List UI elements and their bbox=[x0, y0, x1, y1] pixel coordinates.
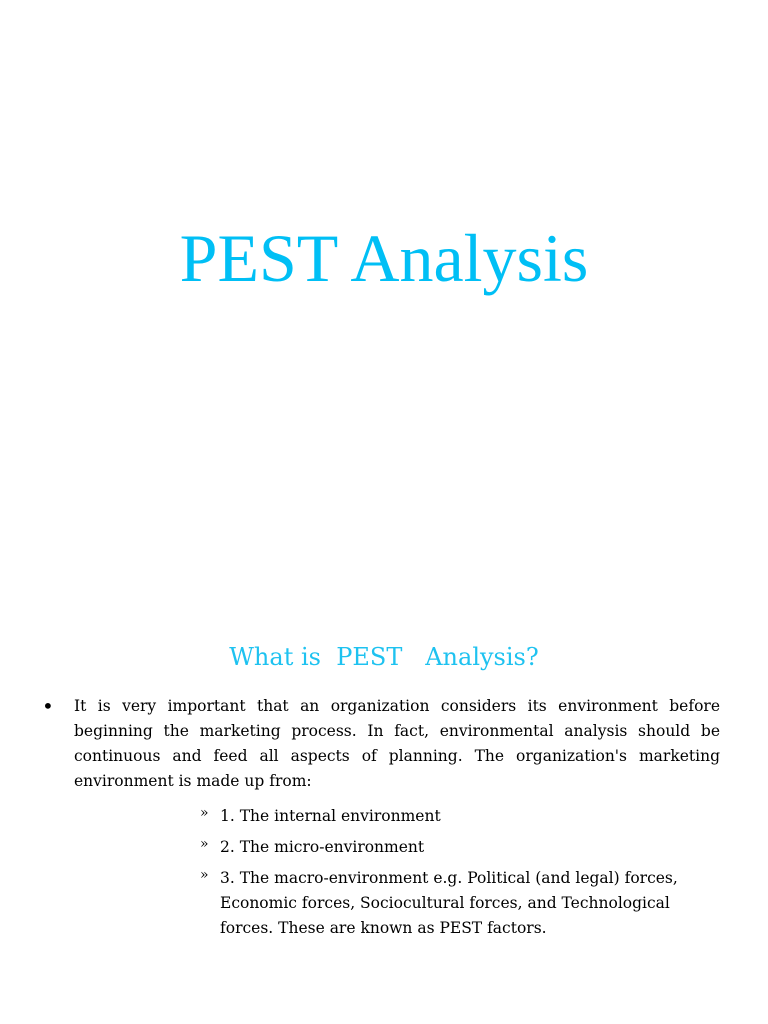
double-chevron-icon: » bbox=[200, 836, 209, 852]
content-slide bbox=[0, 620, 768, 1024]
sub-list-item bbox=[198, 835, 718, 860]
section-heading: What is PEST Analysis? bbox=[229, 643, 539, 671]
bullet-text: It is very important that an organization considers its environment before beginning the marketing process. In fact, environmental analysis should be continuous and feed all aspects of planning. The organization's marketing environment is made up from: bbox=[74, 697, 720, 790]
double-chevron-icon: » bbox=[200, 867, 209, 883]
bullet-icon: • bbox=[42, 694, 54, 718]
sub-list-item-text: 1. The internal environment bbox=[220, 807, 441, 825]
sub-list-item bbox=[198, 866, 718, 941]
sub-list-item-text: 3. The macro-environment e.g. Political (and legal) forces, Economic forces, Sociocultural forces, and Technological forces. These are known as PEST factors. bbox=[220, 869, 678, 937]
sub-list-item bbox=[198, 804, 718, 829]
sub-list-item-text: 2. The micro-environment bbox=[220, 838, 425, 856]
sub-list bbox=[198, 804, 718, 947]
main-title: PEST Analysis bbox=[179, 220, 589, 296]
double-chevron-icon: » bbox=[200, 805, 209, 821]
